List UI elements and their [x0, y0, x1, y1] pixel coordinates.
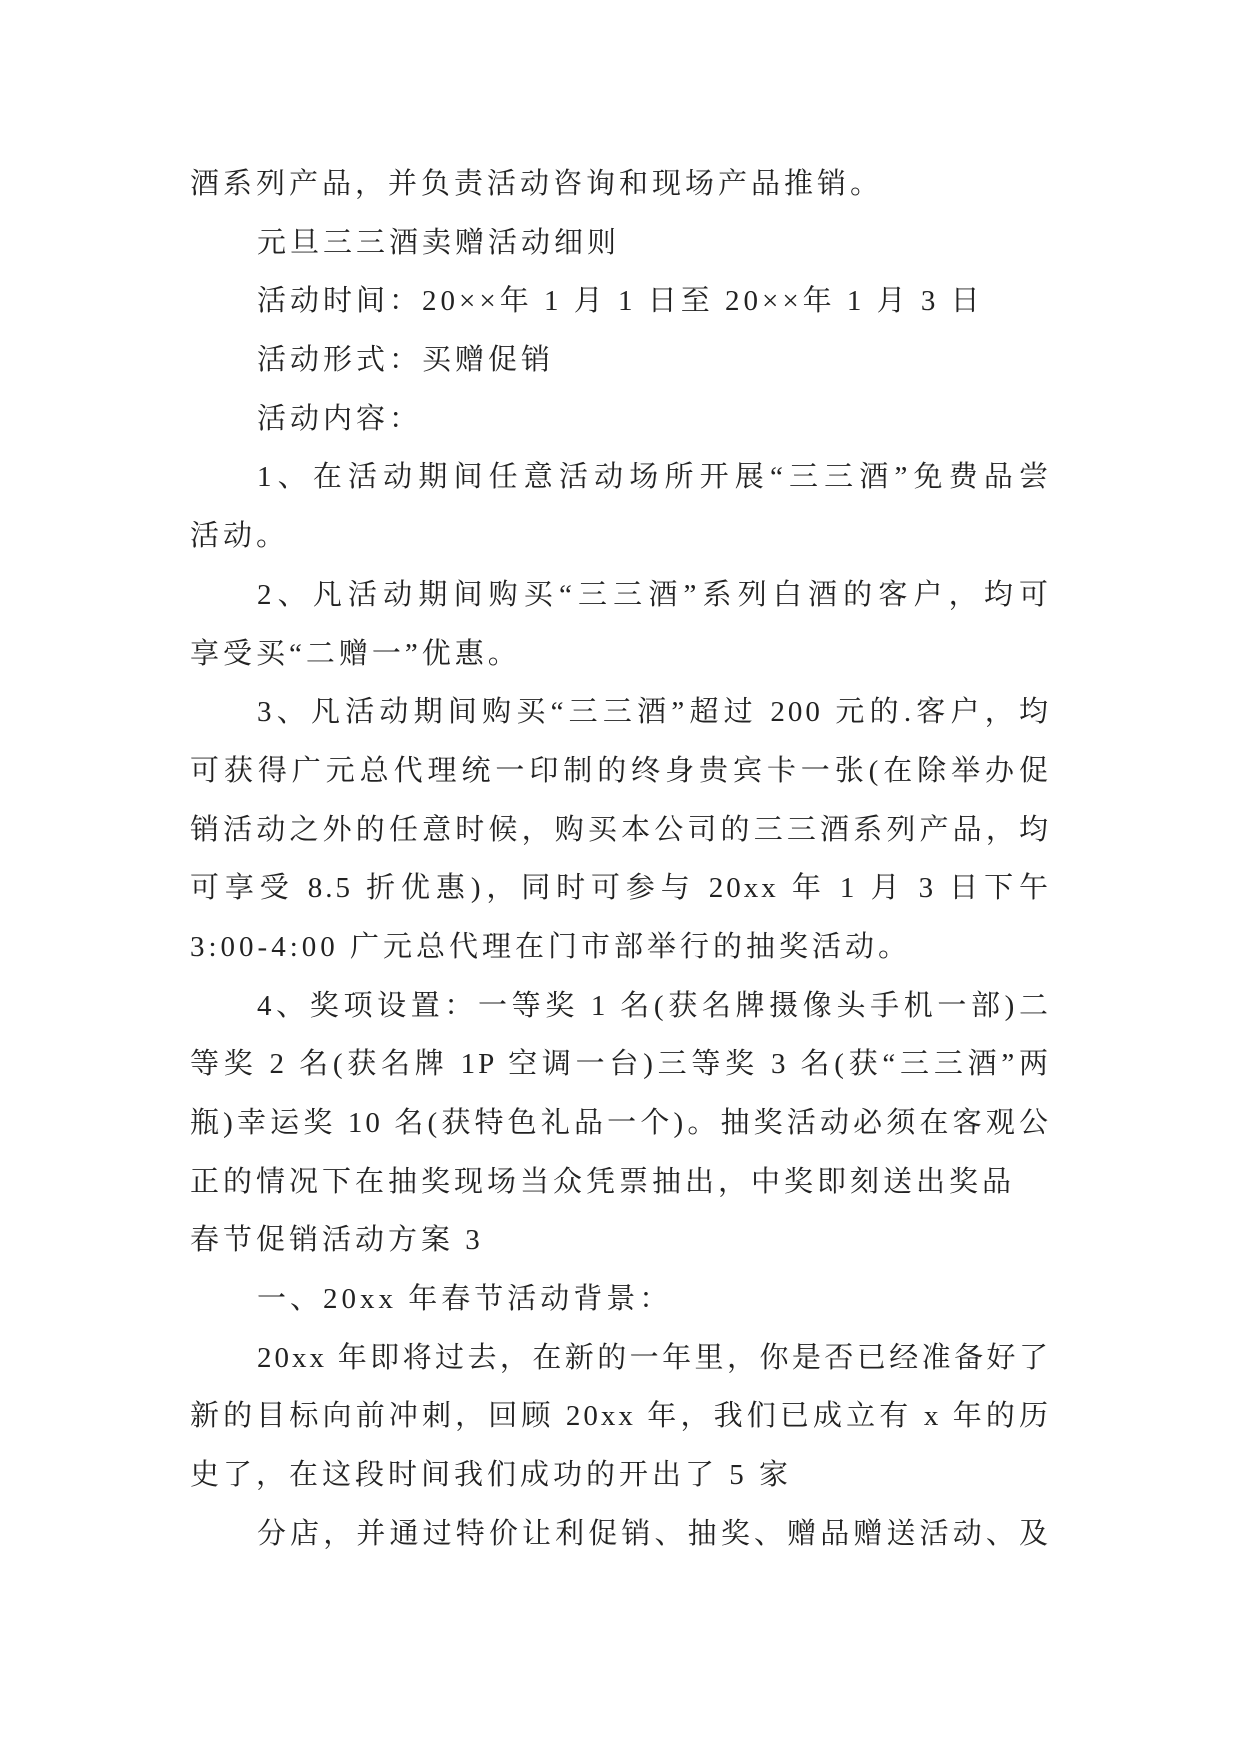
paragraph-line: 1、在活动期间任意活动场所开展“三三酒”免费品尝 [257, 461, 1051, 494]
paragraph-line: 春节促销活动方案 3 [190, 1224, 484, 1257]
paragraph-line: 活动内容： [257, 402, 423, 435]
document-body [190, 155, 1051, 1564]
list-item [190, 566, 1051, 683]
paragraph-line: 酒系列产品，并负责活动咨询和现场产品推销。 [190, 168, 884, 200]
activity-rules-title [190, 214, 1051, 273]
paragraph-line: 4、奖项设置：一等奖 1 名(获名牌摄像头手机一部)二 [257, 989, 1051, 1022]
activity-time [190, 272, 1051, 331]
paragraph-line: 20xx 年即将过去，在新的一年里，你是否已经准备好了 [257, 1341, 1051, 1374]
paragraph-line: 可获得广元总代理统一印制的终身贵宾卡一张(在除举办促 [190, 754, 1051, 787]
paragraph-line: 等奖 2 名(获名牌 1P 空调一台)三等奖 3 名(获“三三酒”两 [190, 1048, 1051, 1081]
paragraph-line: 正的情况下在抽奖现场当众凭票抽出，中奖即刻送出奖品 [190, 1165, 1016, 1198]
paragraph-line: 3、凡活动期间购买“三三酒”超过 200 元的.客户，均 [257, 696, 1051, 729]
paragraph-line: 一、20xx 年春节活动背景： [257, 1283, 673, 1316]
section-title [190, 1211, 1051, 1270]
paragraph-line: 享受买“二赠一”优惠。 [190, 637, 521, 670]
paragraph [190, 155, 1051, 214]
paragraph-line: 活动形式：买赠促销 [257, 344, 555, 377]
paragraph-line: 元旦三三酒卖赠活动细则 [257, 226, 621, 259]
paragraph [190, 1329, 1051, 1505]
activity-form [190, 331, 1051, 390]
paragraph-line: 活动时间：20××年 1 月 1 日至 20××年 1 月 3 日 [257, 285, 984, 318]
paragraph-line: 可享受 8.5 折优惠)，同时可参与 20xx 年 1 月 3 日下午 [190, 872, 1051, 905]
list-item [190, 448, 1051, 565]
paragraph-line: 新的目标向前冲刺，回顾 20xx 年，我们已成立有 x 年的历 [190, 1400, 1051, 1433]
list-item [190, 683, 1051, 976]
paragraph-line: 3:00-4:00 广元总代理在门市部举行的抽奖活动。 [190, 930, 912, 963]
paragraph-line: 分店，并通过特价让利促销、抽奖、赠品赠送活动、及 [257, 1517, 1051, 1550]
paragraph-line: 史了，在这段时间我们成功的开出了 5 家 [190, 1459, 793, 1492]
section-heading [190, 1270, 1051, 1329]
paragraph-line: 活动。 [190, 520, 290, 553]
activity-content-label [190, 390, 1051, 449]
paragraph [190, 1505, 1051, 1564]
paragraph-line: 销活动之外的任意时候，购买本公司的三三酒系列产品，均 [190, 813, 1051, 846]
paragraph-line: 2、凡活动期间购买“三三酒”系列白酒的客户，均可 [257, 578, 1051, 611]
paragraph-line: 瓶)幸运奖 10 名(获特色礼品一个)。抽奖活动必须在客观公 [190, 1107, 1051, 1139]
list-item [190, 977, 1051, 1212]
